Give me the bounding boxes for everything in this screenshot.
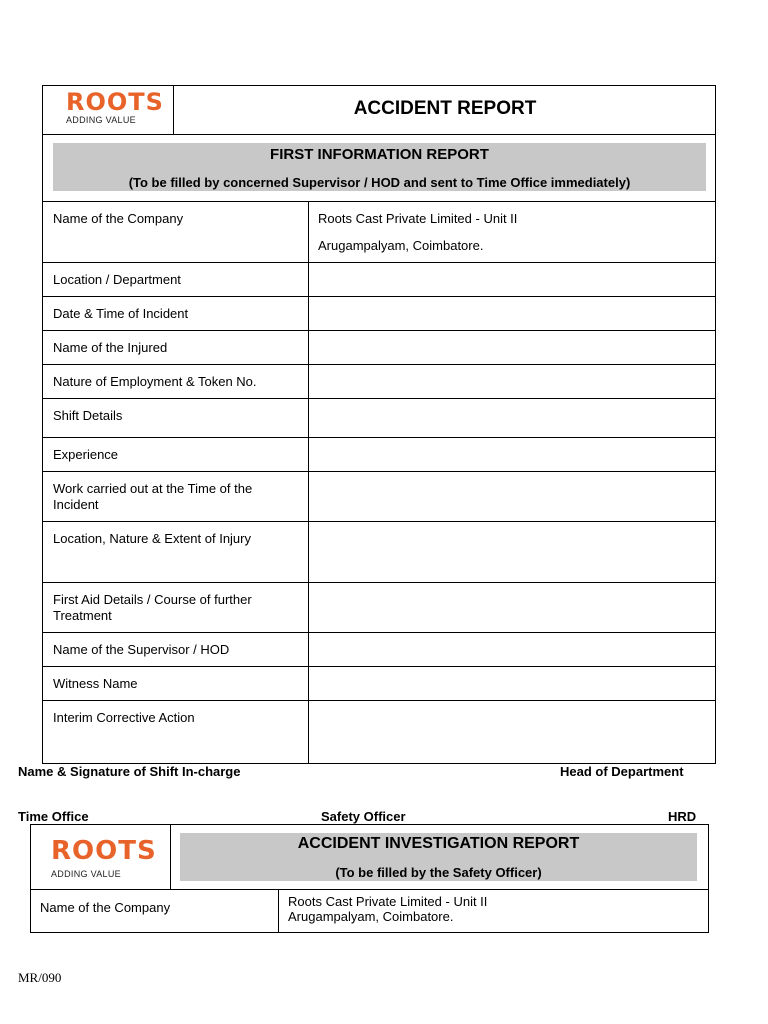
fir-title: FIRST INFORMATION REPORT bbox=[270, 146, 489, 163]
investigation-company-value-line1: Roots Cast Private Limited - Unit II bbox=[288, 894, 488, 909]
logo-tagline: ADDING VALUE bbox=[66, 115, 136, 125]
investigation-header-divider bbox=[170, 824, 171, 889]
roots-logo-2 bbox=[51, 836, 157, 881]
row-line bbox=[42, 700, 716, 701]
safety-officer-label: Safety Officer bbox=[321, 809, 406, 824]
row-label-employment: Nature of Employment & Token No. bbox=[53, 374, 257, 389]
row-label-experience: Experience bbox=[53, 447, 119, 462]
investigation-column-divider bbox=[278, 889, 279, 933]
row-line bbox=[42, 666, 716, 667]
investigation-header-bottom-line bbox=[30, 889, 709, 890]
row-line bbox=[42, 262, 716, 263]
logo-wordmark: ROOTS bbox=[51, 836, 157, 866]
hod-signature-label: Head of Department bbox=[560, 764, 684, 779]
banner-bottom-line bbox=[42, 201, 716, 202]
investigation-title: ACCIDENT INVESTIGATION REPORT bbox=[297, 835, 580, 852]
row-line bbox=[42, 364, 716, 365]
logo-wordmark: ROOTS bbox=[66, 88, 164, 116]
row-line bbox=[42, 437, 716, 438]
company-value-line1: Roots Cast Private Limited - Unit II bbox=[318, 211, 518, 226]
roots-logo bbox=[66, 88, 164, 128]
row-label-work: Work carried out at the Time of the Incident bbox=[53, 481, 253, 512]
company-value-line2: Arugampalyam, Coimbatore. bbox=[318, 238, 484, 253]
row-label-witness: Witness Name bbox=[53, 676, 138, 691]
row-line bbox=[42, 632, 716, 633]
time-office-label: Time Office bbox=[18, 809, 89, 824]
row-line bbox=[42, 582, 716, 583]
row-label-date-time: Date & Time of Incident bbox=[53, 306, 189, 321]
row-label-injured-name: Name of the Injured bbox=[53, 340, 168, 355]
row-label-first-aid: First Aid Details / Course of further Treatment bbox=[53, 592, 252, 623]
logo-tagline: ADDING VALUE bbox=[51, 869, 121, 879]
header-bottom-line bbox=[42, 134, 716, 135]
row-label-shift: Shift Details bbox=[53, 408, 123, 423]
row-line bbox=[42, 521, 716, 522]
row-label-injury: Location, Nature & Extent of Injury bbox=[53, 531, 251, 546]
form-code: MR/090 bbox=[18, 970, 62, 985]
row-label-corrective-action: Interim Corrective Action bbox=[53, 710, 195, 725]
investigation-company-value-line2: Arugampalyam, Coimbatore. bbox=[288, 909, 454, 924]
column-divider bbox=[308, 201, 309, 764]
fir-instruction: (To be filled by concerned Supervisor / HOD and sent to Time Office immediately) bbox=[128, 175, 631, 190]
shift-incharge-signature-label: Name & Signature of Shift In-charge bbox=[18, 764, 241, 779]
row-label-location: Location / Department bbox=[53, 272, 181, 287]
investigation-row-label-company: Name of the Company bbox=[40, 900, 171, 915]
investigation-instruction: (To be filled by the Safety Officer) bbox=[335, 865, 542, 880]
hrd-label: HRD bbox=[668, 809, 697, 824]
row-label-supervisor: Name of the Supervisor / HOD bbox=[53, 642, 230, 657]
row-label-company: Name of the Company bbox=[53, 211, 184, 226]
row-line bbox=[42, 296, 716, 297]
row-line bbox=[42, 398, 716, 399]
row-line bbox=[42, 471, 716, 472]
row-line bbox=[42, 330, 716, 331]
page-title: ACCIDENT REPORT bbox=[353, 98, 537, 119]
